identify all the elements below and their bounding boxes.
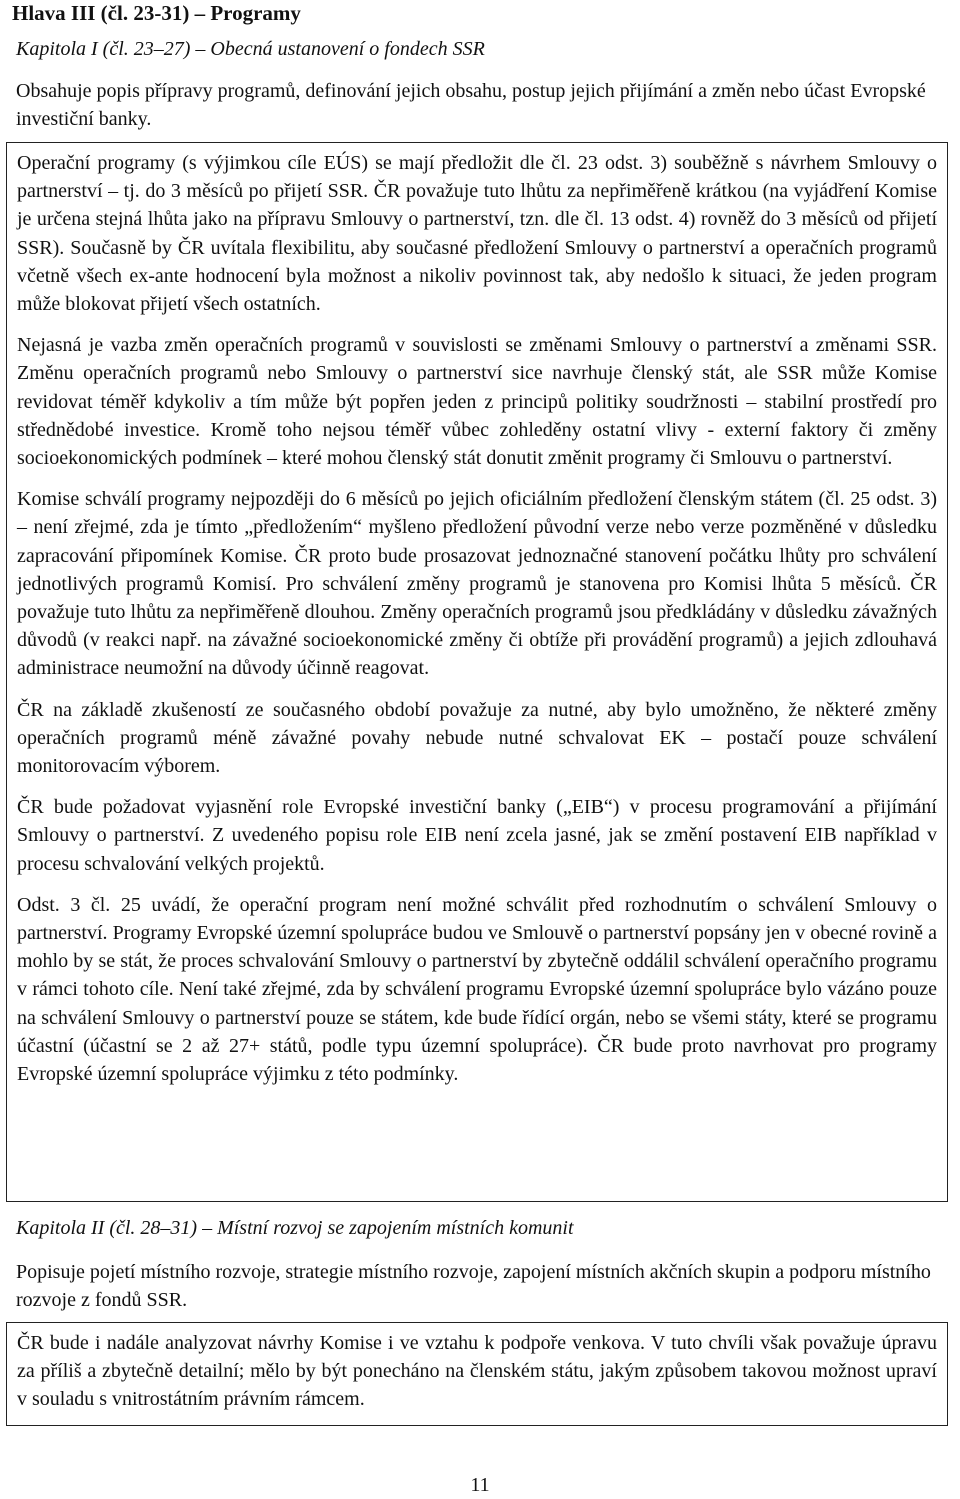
comment-paragraph: ČR bude požadovat vyjasnění role Evropské investiční banky („EIB“) v procesu programování a přijímání Smlouvy o partnerství. Z uvedeného popisu role EIB není zcela jasné, jak se změní postavení EIB například v procesu schvalování velkých projektů. bbox=[17, 796, 937, 875]
comment-paragraph: Odst. 3 čl. 25 uvádí, že operační program není možné schválit před rozhodnutím o schválení Smlouvy o partnerství. Programy Evropské územní spolupráce budou ve Smlouvě o partnerství popsány jen v obecné rovině a mohlo by se stát, že proces schvalování Smlouvy o partnerství by zbytečně oddálil schválení operačního programu v rámci tohoto cíle. Není také zřejmé, zda by schválení programu Evropské územní spolupráce bylo vázáno pouze na schválení Smlouvy o partnerství pouze se státem, kde bude řídící orgán, nebo se všemi státy, které se programu účastní (účastní se 2 až 27+ států, podle typu územní spolupráce). ČR bude proto navrhovat pro programy Evropské územní spolupráce výjimku z této podmínky. bbox=[17, 893, 937, 1086]
comment-paragraph: ČR bude i nadále analyzovat návrhy Komise i ve vztahu k podpoře venkova. V tuto chvíli však považuje úpravu za příliš a zbytečně detailní; mělo by být ponecháno na členském státu, jakým způsobem takovou možnost upraví v souladu s vnitrostátním právním rámcem. bbox=[17, 1332, 937, 1411]
page-number: 11 bbox=[470, 1474, 490, 1496]
comment-paragraph: ČR na základě zkušeností ze současného období považuje za nutné, aby bylo umožněno, že některé změny operačních programů méně závažné povahy nebude nutné schvalovat EK – postačí pouze schválení monitorovacím výborem. bbox=[17, 698, 937, 778]
chapter-1-comment-box bbox=[6, 142, 948, 1202]
comment-paragraph: Operační programy (s výjimkou cíle EÚS) se mají předložit dle čl. 23 odst. 3) souběžně s návrhem Smlouvy o partnerství – tj. do 3 měsíců po přijetí SSR. ČR považuje tuto lhůtu za nepřiměřeně krátkou (na vyjádření Komise je určena stejná lhůta jako na přípravu Smlouvy o partnerství, tzn. dle čl. 13 odst. 4) rovněž do 3 měsíců od přijetí SSR). Současně by ČR uvítala flexibilitu, aby současné předložení Smlouvy o partnerství a operačních programů včetně všech ex-ante hodnocení byla možnost a nikoliv povinnost tak, aby nedošlo k situaci, že jeden program může blokovat přijetí všech ostatních. bbox=[17, 152, 937, 316]
section-heading: Hlava III (čl. 23-31) – Programy bbox=[12, 1, 301, 25]
comment-paragraph: Nejasná je vazba změn operačních programů v souvislosti se změnami Smlouvy o partnerství a změnami SSR. Změnu operačních programů nebo Smlouvy o partnerství sice navrhuje členský stát, ale SSR může Komise revidovat téměř kdykoliv a tím může být popřen jeden z principů politiky soudržnosti – stabilní prostředí pro střednědobé investice. Kromě toho nejsou téměř vůbec zohleděny ostatní vlivy - externí faktory či změny socioekonomických podmínek – které mohou členský stát donutit změnit programy či Smlouvu o partnerství. bbox=[17, 334, 937, 470]
chapter-1-title: Kapitola I (čl. 23–27) – Obecná ustanovení o fondech SSR bbox=[16, 38, 485, 60]
chapter-1-description: Obsahuje popis přípravy programů, definování jejich obsahu, postup jejich přijímání a změn nebo účast Evropské investiční banky. bbox=[16, 80, 926, 130]
chapter-2-title: Kapitola II (čl. 28–31) – Místní rozvoj se zapojením místních komunit bbox=[16, 1217, 574, 1239]
chapter-2-comment-box bbox=[6, 1322, 948, 1426]
comment-paragraph: Komise schválí programy nejpozději do 6 měsíců po jejich oficiálním předložení členským státem (čl. 25 odst. 3) – není zřejmé, zda je tímto „předložením“ myšleno předložení původní verze nebo verze pozměněné v důsledku zapracování připomínek Komise. ČR proto bude prosazovat jednoznačné stanovení počátku lhůty pro schválení jednotlivých programů Komisí. Pro schválení změny programů je stanovena pro Komisi lhůta 5 měsíců. ČR považuje tuto lhůtu za nepřiměřeně dlouhou. Změny operačních programů jsou předkládány v důsledku závažných důvodů (v reakci např. na závažné socioekonomické změny či obtíže při provádění programů) a jejich zdlouhavá administrace neumožní na důvody účinně reagovat. bbox=[17, 488, 937, 680]
chapter-2-description: Popisuje pojetí místního rozvoje, strategie místního rozvoje, zapojení místních akčních skupin a podporu místního rozvoje z fondů SSR. bbox=[16, 1261, 931, 1311]
